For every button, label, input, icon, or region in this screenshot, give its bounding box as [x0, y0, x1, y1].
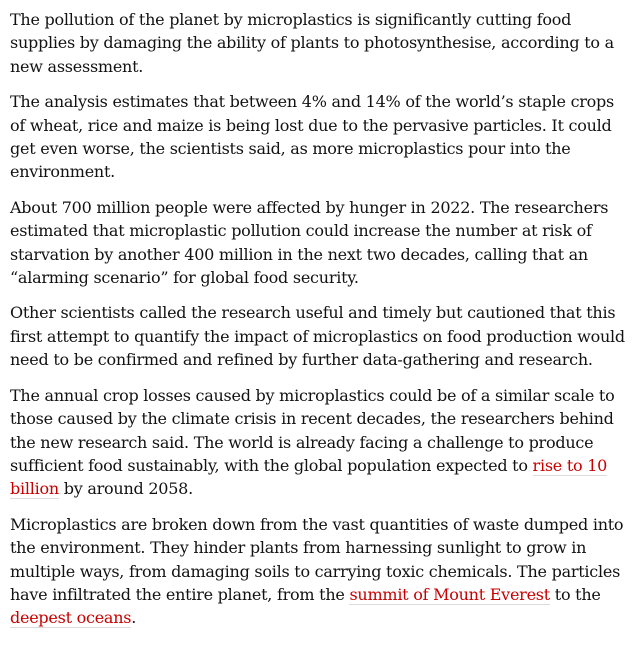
article-paragraph	[10, 196, 630, 290]
paragraph-text: About 700 million people were affected by hunger in 2022. The researchers estimated that microplastic pollution could increase the number at risk of starvation by another 400 million in the next two decades, calling that an “alarming scenario” for global food security.	[10, 197, 609, 288]
paragraph-text: Microplastics are broken down from the vast quantities of waste dumped into the environment. They hinder plants from harnessing sunlight to grow in multiple ways, from damaging soils to carrying toxic chemicals. The particles have infiltrated the entire planet, from the	[10, 514, 624, 604]
paragraph-text: Other scientists called the research useful and timely but cautioned that this first attempt to quantify the impact of microplastics on food production would need to be confirmed and refined by further data-gathering and research.	[10, 303, 625, 370]
link-summit-of-mount-everest[interactable]: summit of Mount Everest	[349, 584, 550, 604]
article-paragraph	[10, 90, 630, 184]
paragraph-text: to the	[549, 584, 601, 604]
link-rise-to-10-billion[interactable]: rise to 10 billion	[10, 455, 608, 499]
article-paragraph	[10, 384, 630, 501]
paragraph-text: by around 2058.	[58, 479, 193, 499]
paragraph-text: The annual crop losses caused by microplastics could be of a similar scale to those caused by the climate crisis in recent decades, the researchers behind the new research said. The world is already facing a challenge to produce sufficient food sustainably, with the global population expected to	[10, 385, 615, 475]
article-paragraph	[10, 301, 630, 371]
paragraph-text: The analysis estimates that between 4% and 14% of the world’s staple crops of wheat, rice and maize is being lost due to the pervasive particles. It could get even worse, the scientists said, as more microplastics pour into the environment.	[10, 92, 615, 182]
article-paragraph	[10, 8, 630, 78]
link-deepest-oceans[interactable]: deepest oceans	[10, 608, 132, 628]
paragraph-text: The pollution of the planet by microplastics is significantly cutting food supplies by damaging the ability of plants to photosynthesise, according to a new assessment.	[10, 10, 614, 76]
article-paragraph	[10, 513, 630, 630]
paragraph-text: .	[131, 608, 137, 628]
